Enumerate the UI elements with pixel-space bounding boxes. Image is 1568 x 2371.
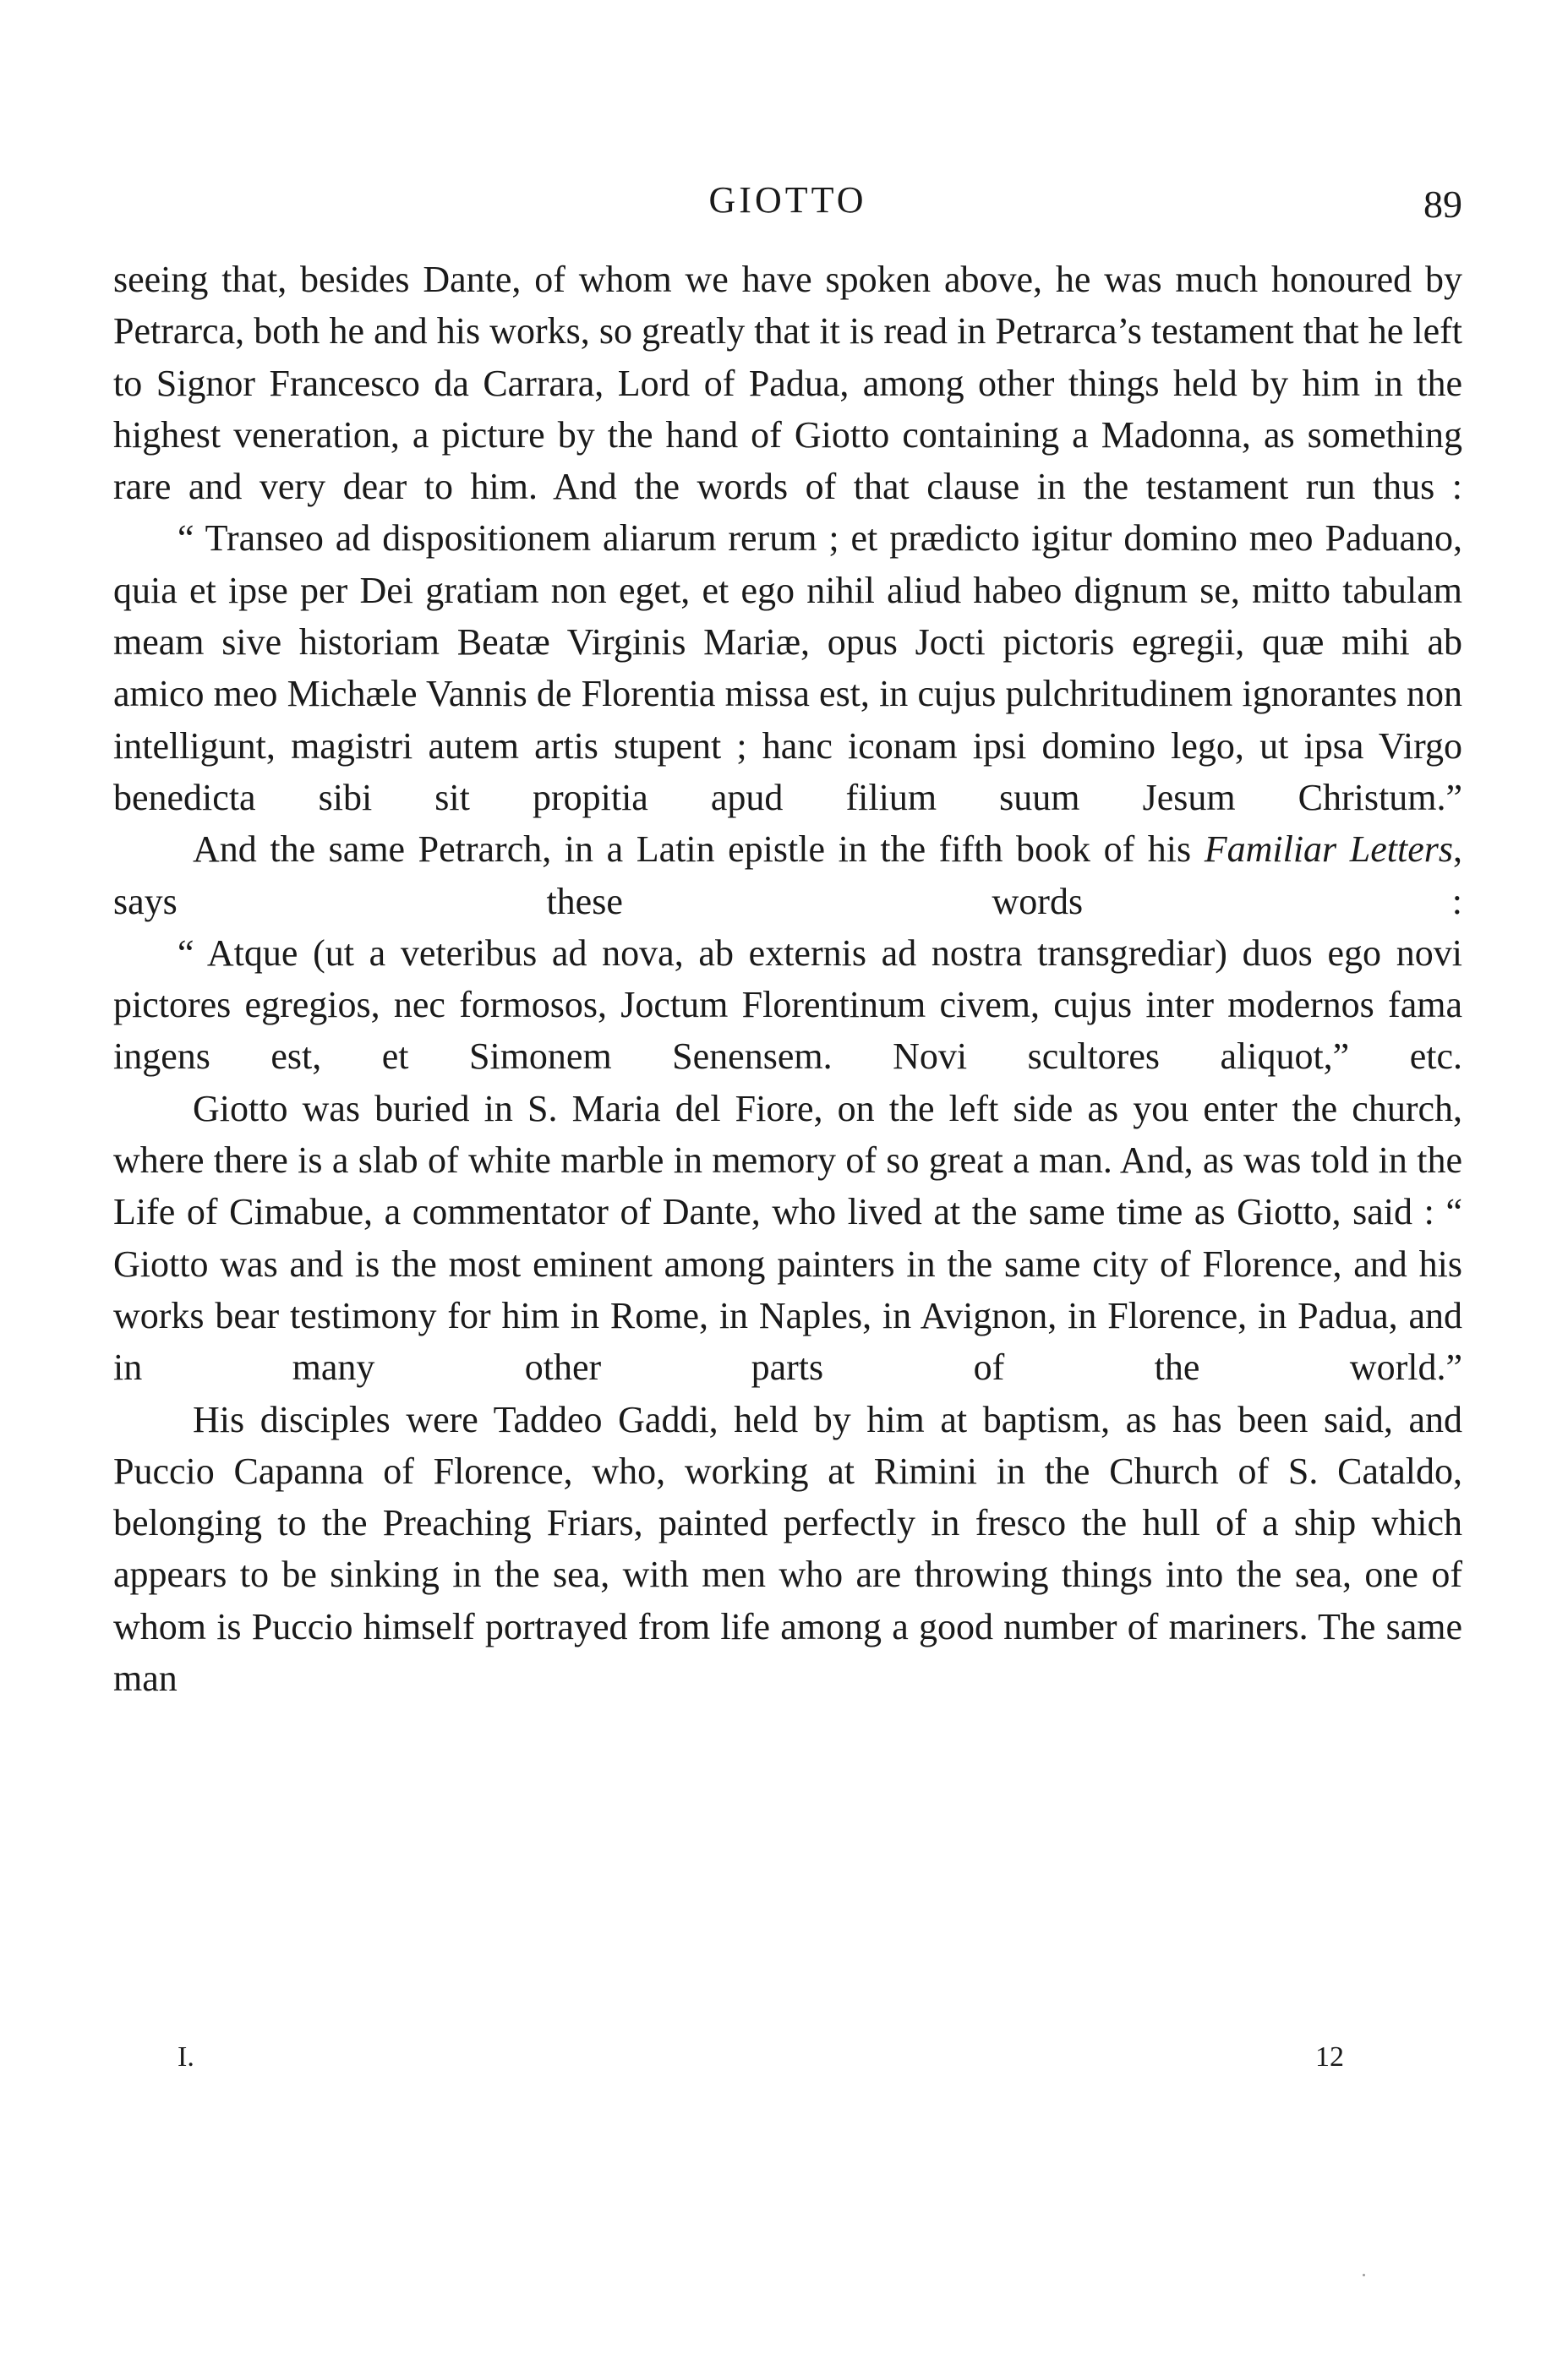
quotation-text: “ Atque (ut a veteribus ad nova, ab externis ad nostra transgrediar) duos ego novi pictores egregios, nec formosos, Joctum Florentinum civem, cujus inter modernos fama ingens est, et Simonem Senensem. Novi scultores aliquot,” etc. (113, 931, 1462, 1078)
body-text (113, 254, 1462, 1704)
signature-line (113, 2041, 1462, 2084)
running-title: GIOTTO (708, 179, 867, 221)
paragraph-text: And the same Petrarch, in a Latin epistle in the fifth book of his (193, 828, 1205, 871)
running-head (113, 173, 1462, 224)
paragraph-text: Giotto was buried in S. Maria del Fiore, on the left side as you enter the church, where there is a slab of white marble in memory of so great a man. And, as was told in the Life of Cimabue, a commentator of Dante, who lived at the same time as Giotto, said : “ Giotto was and is the most eminent among painters in the same city of Florence, and his works bear testimony for him in Rome, in Naples, in Avignon, in Florence, in Padua, and in many other parts of the world.” (113, 1087, 1462, 1389)
paragraph-disciples (113, 1394, 1462, 1705)
paragraph-text: , says these words : (113, 828, 1462, 922)
block-quotation-petrarch-letter (113, 927, 1462, 1083)
paragraph-familiar-letters (113, 823, 1462, 927)
signature-mark-left: I. (178, 2041, 194, 2073)
paragraph-burial (113, 1083, 1462, 1394)
block-quotation-petrarch-testament (113, 512, 1462, 823)
signature-mark-right: 12 (1315, 2041, 1344, 2073)
page-number: 89 (1423, 183, 1462, 226)
paragraph-continuation (113, 254, 1462, 512)
book-title-italic: Familiar Letters (1204, 828, 1453, 871)
paragraph-text: seeing that, besides Dante, of whom we have spoken above, he was much honoured by Petrarca, both he and his works, so greatly that it is read in Petrarca’s testament that he left to Signor Francesco da Carrara, Lord of Padua, among other things held by him in the highest veneration, a picture by the hand of Giotto containing a Madonna, as something rare and very dear to him. And the words of that clause in the testament run thus : (113, 259, 1462, 508)
paragraph-text: His disciples were Taddeo Gaddi, held by him at baptism, as has been said, and Puccio Capanna of Florence, who, working at Rimini in the Church of S. Cataldo, belonging to the Preaching Friars, painted perfectly in fresco the hull of a ship which appears to be sinking in the sea, with men who are throwing things into the sea, one of whom is Puccio himself portrayed from life among a good number of mariners. The same man (113, 1398, 1462, 1700)
quotation-text: “ Transeo ad dispositionem aliarum rerum ; et prædicto igitur domino meo Paduano, quia et ipse per Dei gratiam non eget, et ego nihil aliud habeo dignum se, mitto tabulam meam sive historiam Beatæ Virginis Mariæ, opus Jocti pictoris egregii, quæ mihi ab amico meo Michæle Vannis de Florentia missa est, in cujus pulchritudinem ignorantes non intelligunt, magistri autem artis stupent ; hanc iconam ipsi domino lego, ut ipsa Virgo benedicta sibi sit propitia apud filium suum Jesum Christum.” (113, 517, 1462, 818)
print-speck (1363, 2274, 1365, 2276)
